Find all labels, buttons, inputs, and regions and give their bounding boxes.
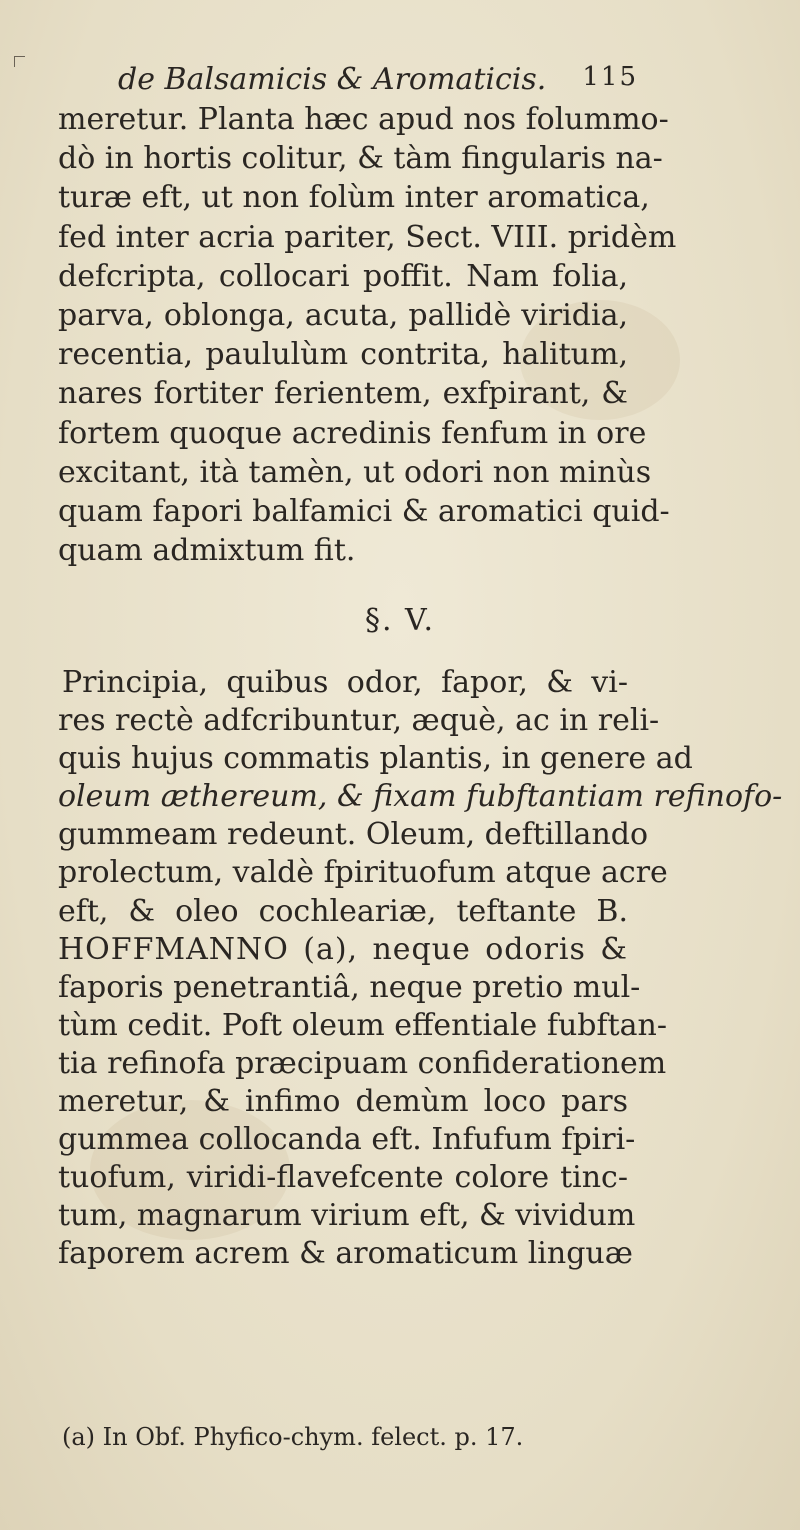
text-line: oleum æthereum, & fixam fubftantiam refinofo- [58,779,783,815]
text-line: tum, magnarum virium eft, & vividum [58,1198,636,1234]
text-line: Principia, quibus odor, fapor, & vi- [62,665,628,700]
text-line: fed inter acria pariter, Sect. VIII. pridèm [58,219,677,255]
text-line: tùm cedit. Poft oleum effentiale fubftan- [58,1007,667,1043]
text-line: faporem acrem & aromaticum linguæ [58,1236,633,1272]
text-line: gummea collocanda eft. Infufum fpiri- [58,1122,636,1158]
page-number: 115 [582,62,638,92]
text-line: turæ eft, ut non folùm inter aromatica, [58,180,650,216]
text-line: dò in hortis colitur, & tàm fingularis na- [58,141,663,177]
text-line: HOFFMANNO (a), neque odoris & [58,931,628,967]
text-line: meretur. Planta hæc apud nos folummo- [58,102,669,137]
text-line: faporis penetrantiâ, neque pretio mul- [58,969,641,1005]
text-line: tuofum, viridi-flavefcente colore tinc- [58,1160,628,1196]
text-line: fortem quoque acredinis fenfum in ore [58,415,647,451]
text-line: meretur, & infimo demùm loco pars [58,1084,628,1120]
text-line: nares fortiter ferientem, exfpirant, & [58,376,628,412]
text-line: tia refinofa præcipuam confiderationem [58,1045,667,1081]
running-title: de Balsamicis & Aromaticis. [118,62,547,97]
text-line: gummeam redeunt. Oleum, deftillando [58,817,649,853]
text-line: res rectè adfcribuntur, æquè, ac in reli- [58,703,660,739]
text-line: quam admixtum fit. [58,533,356,569]
corner-mark [14,56,25,67]
footnote: (a) In Obf. Phyfico-chym. felect. p. 17. [62,1423,524,1451]
text-line: recentia, paululùm contrita, halitum, [58,337,628,373]
text-line: prolectum, valdè fpirituofum atque acre [58,855,668,891]
text-line: quis hujus commatis plantis, in genere ad [58,741,693,777]
text-line: quam fapori balfamici & aromatici quid- [58,493,670,529]
section-heading: §. V. [364,603,436,638]
text-line: eft, & oleo cochleariæ, teftante B. [58,893,628,929]
text-line: parva, oblonga, acuta, pallidè viridia, [58,297,628,333]
paragraph-2 [58,664,783,1274]
paragraph-1 [58,100,677,570]
text-line: defcripta, collocari poffit. Nam folia, [58,258,628,294]
running-header [118,62,638,98]
text-line: excitant, ità tamèn, ut odori non minùs [58,454,652,490]
